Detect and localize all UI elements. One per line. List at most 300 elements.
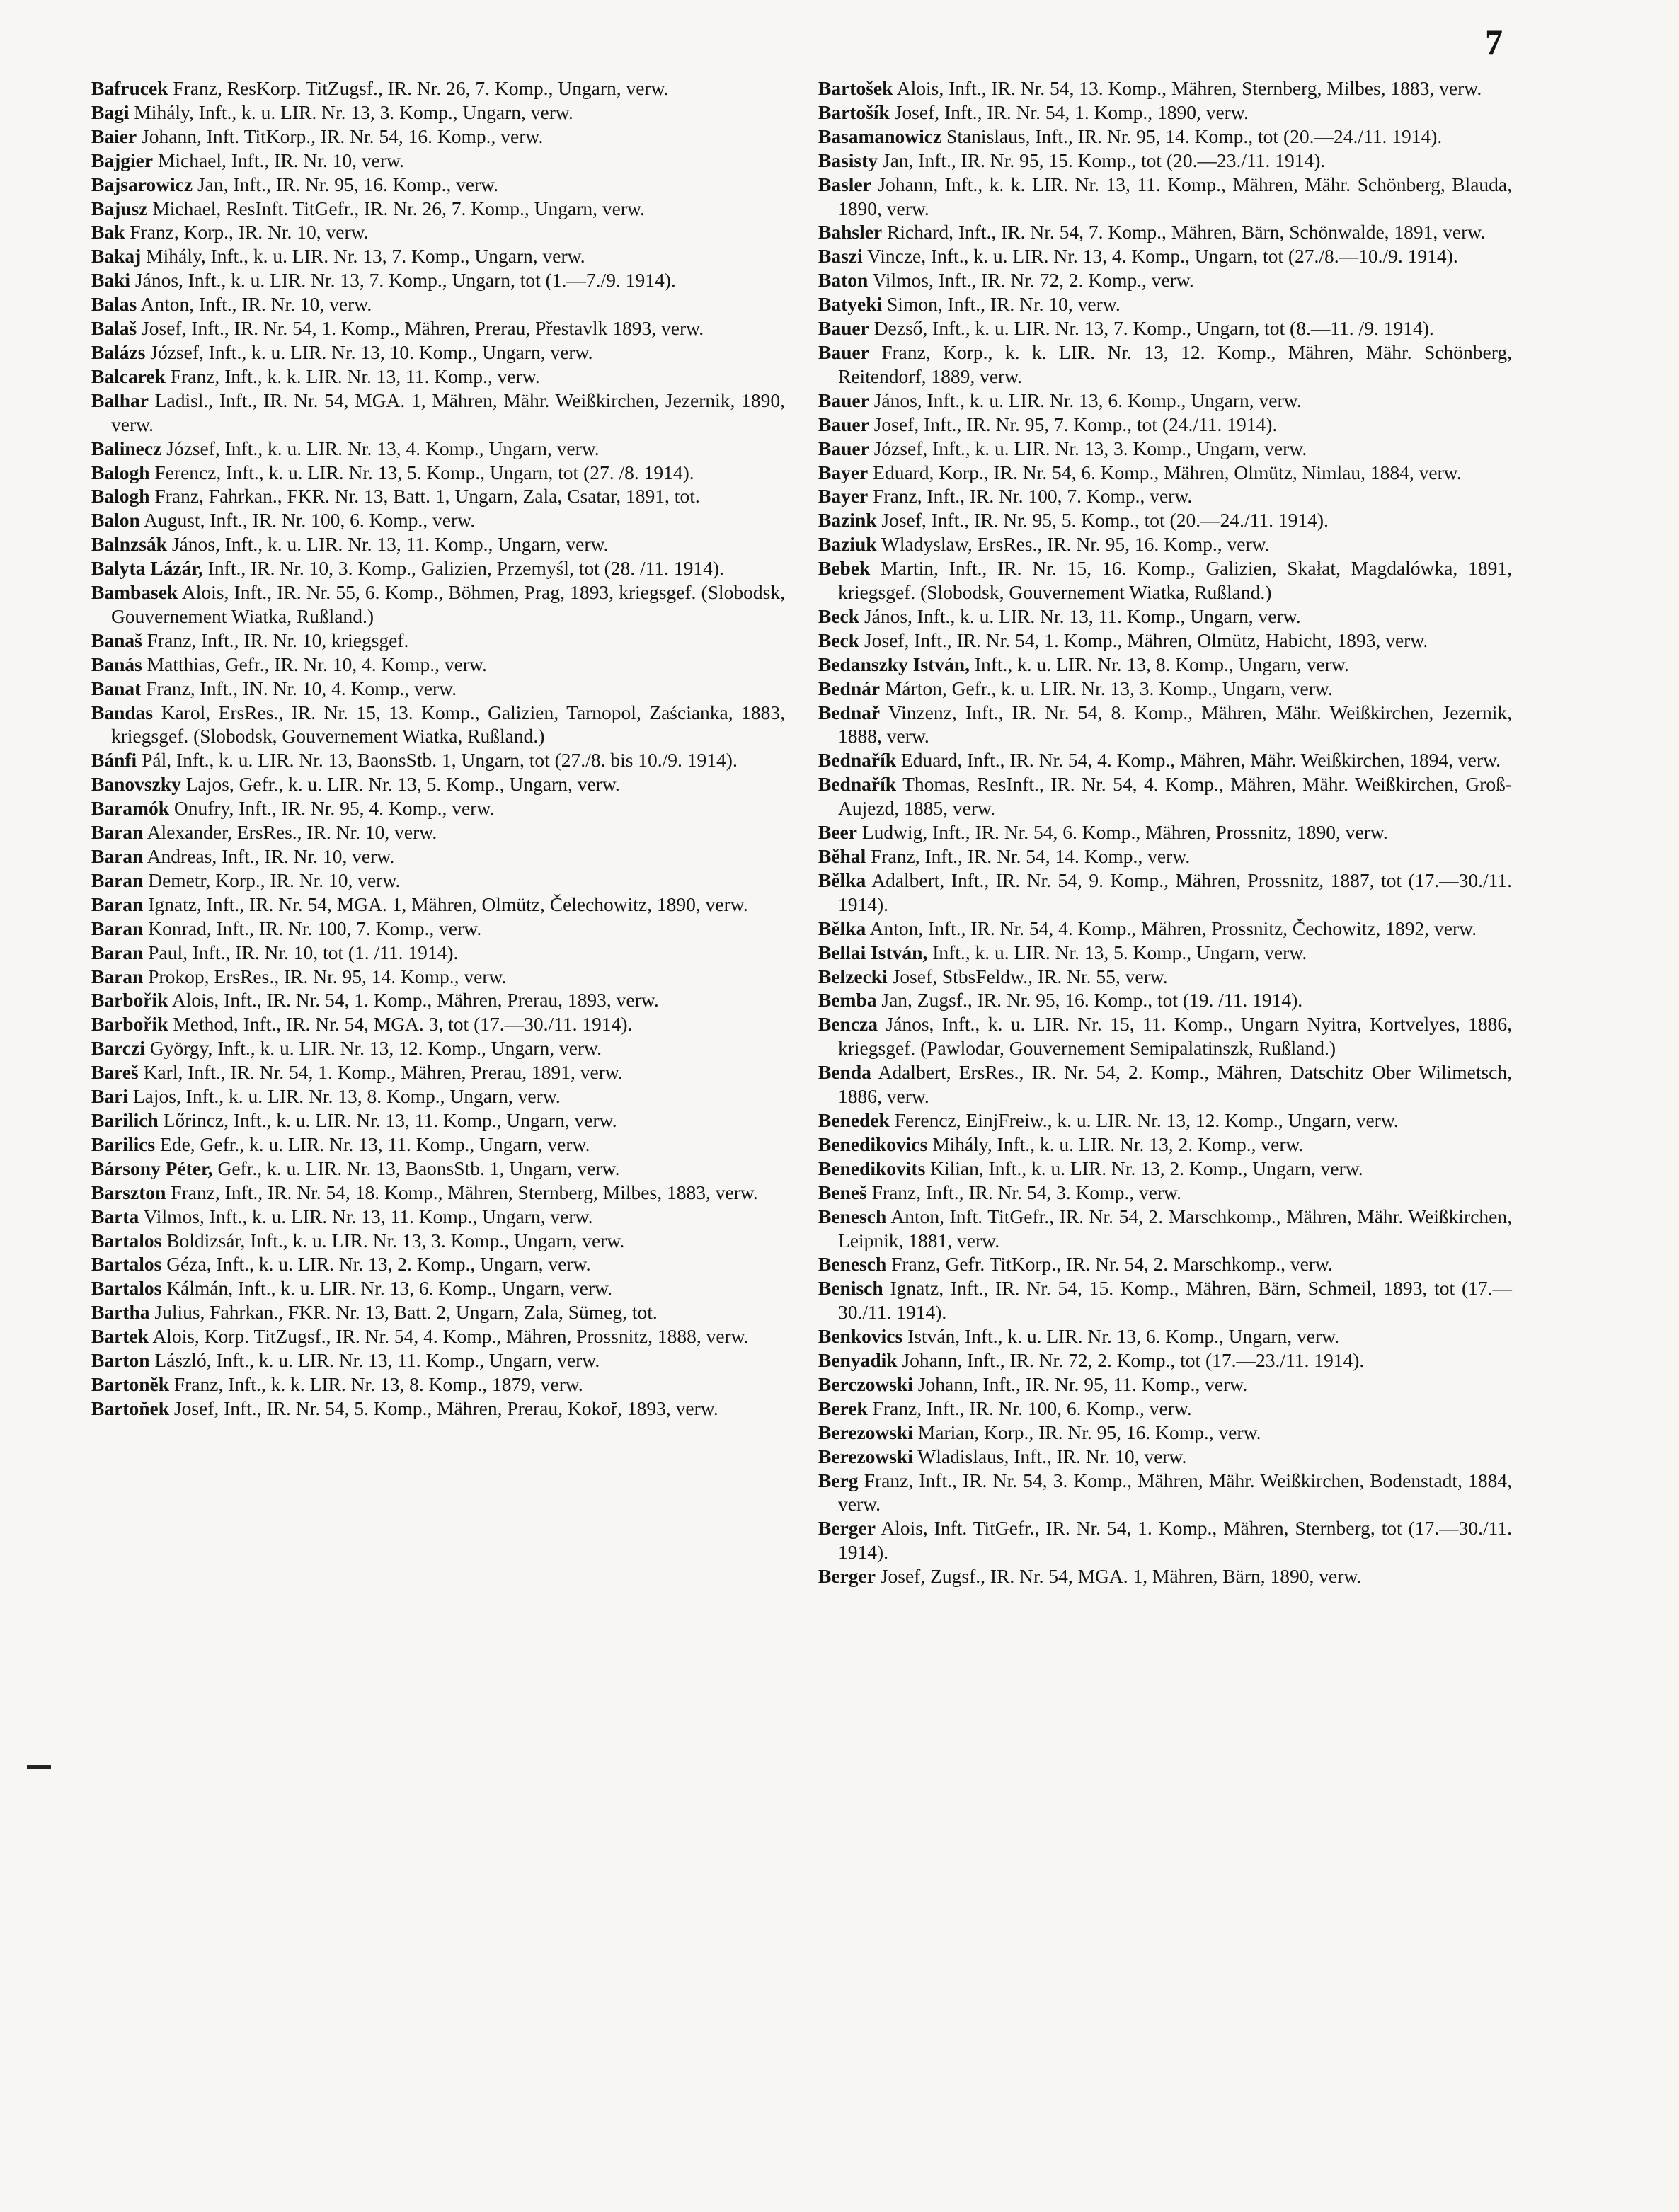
entry-surname: Bauer — [818, 437, 869, 459]
list-entry — [91, 1276, 785, 1300]
list-entry — [91, 1157, 785, 1181]
entry-details: János, Inft., k. u. LIR. Nr. 13, 7. Komp., Ungarn, tot (1.—7./9. 1914). — [130, 269, 676, 292]
entry-surname: Balogh — [91, 485, 150, 508]
list-entry — [818, 532, 1512, 556]
list-entry — [91, 893, 785, 917]
entry-details: Franz, Inft., IR. Nr. 54, 18. Komp., Mähren, Sternberg, Milbes, 1883, verw. — [166, 1181, 758, 1203]
entry-surname: Berczowski — [818, 1373, 913, 1395]
entry-details: Josef, Inft., IR. Nr. 95, 7. Komp., tot (24./11. 1914). — [869, 413, 1278, 435]
entry-surname: Balaš — [91, 317, 137, 340]
entry-details: József, Inft., k. u. LIR. Nr. 13, 4. Komp., Ungarn, verw. — [161, 437, 600, 459]
entry-surname: Basamanowicz — [818, 125, 942, 147]
entry-details: Michael, ResInft. TitGefr., IR. Nr. 26, 7. Komp., Ungarn, verw. — [147, 197, 645, 219]
list-entry — [91, 701, 785, 749]
list-entry — [91, 869, 785, 893]
entry-details: Franz, Korp., k. k. LIR. Nr. 13, 12. Komp., Mähren, Mähr. Schönberg, Reitendorf, 1889, verw. — [838, 340, 1512, 387]
entry-surname: Baki — [91, 269, 131, 292]
entry-details: Vilmos, Inft., k. u. LIR. Nr. 13, 11. Komp., Ungarn, verw. — [139, 1205, 593, 1227]
entry-surname: Balon — [91, 509, 140, 532]
list-entry — [818, 1373, 1512, 1397]
list-entry — [91, 101, 785, 125]
list-entry — [91, 629, 785, 653]
list-entry — [818, 988, 1512, 1012]
entry-details: Andreas, Inft., IR. Nr. 10, verw. — [143, 845, 395, 867]
list-entry — [91, 820, 785, 844]
list-entry — [818, 965, 1512, 989]
entry-details: Ignatz, Inft., IR. Nr. 54, 15. Komp., Mähren, Bärn, Schmeil, 1893, tot (17.—30./11. 1914). — [838, 1277, 1512, 1324]
entry-details: August, Inft., IR. Nr. 100, 6. Komp., verw. — [139, 509, 476, 532]
entry-details: Ladisl., Inft., IR. Nr. 54, MGA. 1, Mähren, Mähr. Weißkirchen, Jezernik, 1890, verw. — [111, 389, 785, 435]
list-entry — [91, 844, 785, 869]
list-entry — [818, 1564, 1512, 1588]
entry-surname: Bartošek — [818, 77, 893, 99]
entry-surname: Balas — [91, 293, 137, 316]
entry-surname: Berg — [818, 1469, 859, 1491]
left-column — [91, 76, 785, 1421]
entry-details: Josef, Inft., IR. Nr. 54, 1. Komp., Mähren, Olmütz, Habicht, 1893, verw. — [859, 629, 1428, 651]
list-entry — [818, 1445, 1512, 1469]
list-entry — [818, 844, 1512, 869]
entry-surname: Bartalos — [91, 1277, 162, 1300]
entry-surname: Banaš — [91, 629, 142, 651]
list-entry — [818, 604, 1512, 629]
entry-details: Michael, Inft., IR. Nr. 10, verw. — [153, 149, 404, 171]
list-entry — [818, 701, 1512, 749]
entry-details: János, Inft., k. u. LIR. Nr. 13, 11. Komp., Ungarn, verw. — [859, 604, 1301, 627]
list-entry — [818, 1348, 1512, 1373]
entry-surname: Benedikovits — [818, 1157, 926, 1179]
entry-details: Richard, Inft., IR. Nr. 54, 7. Komp., Mähren, Bärn, Schönwalde, 1891, verw. — [882, 221, 1486, 243]
list-entry — [91, 484, 785, 508]
entry-details: Demetr, Korp., IR. Nr. 10, verw. — [143, 869, 401, 891]
entry-surname: Basler — [818, 173, 871, 195]
entry-surname: Beck — [818, 629, 860, 651]
entry-details: László, Inft., k. u. LIR. Nr. 13, 11. Komp., Ungarn, verw. — [149, 1349, 600, 1372]
entry-details: János, Inft., k. u. LIR. Nr. 15, 11. Komp., Ungarn Nyitra, Kortvelyes, 1886, kriegsgef. (Pawlodar, Gouvernement Semipalatinszk, Rußland.) — [838, 1013, 1512, 1060]
entry-surname: Balnzsák — [91, 533, 167, 556]
entry-details: Johann, Inft., k. k. LIR. Nr. 13, 11. Komp., Mähren, Mähr. Schönberg, Blauda, 1890, verw. — [838, 173, 1512, 219]
list-entry — [91, 772, 785, 796]
entry-surname: Berger — [818, 1565, 876, 1588]
entry-surname: Bareš — [91, 1061, 139, 1084]
entry-details: Adalbert, Inft., IR. Nr. 54, 9. Komp., Mähren, Prossnitz, 1887, tot (17.—30./11. 1914). — [838, 869, 1512, 915]
list-entry — [818, 437, 1512, 461]
entry-details: Franz, Korp., IR. Nr. 10, verw. — [125, 221, 369, 243]
entry-details: Franz, Inft., IN. Nr. 10, 4. Komp., verw. — [141, 677, 457, 699]
list-entry — [818, 1133, 1512, 1157]
list-entry — [818, 1012, 1512, 1060]
entry-surname: Banovszky — [91, 773, 181, 796]
list-entry — [818, 629, 1512, 653]
list-entry — [818, 1276, 1512, 1324]
entry-surname: Benesch — [818, 1205, 887, 1227]
entry-details: Boldizsár, Inft., k. u. LIR. Nr. 13, 3. Komp., Ungarn, verw. — [161, 1229, 625, 1251]
entry-details: Mihály, Inft., k. u. LIR. Nr. 13, 3. Komp., Ungarn, verw. — [129, 101, 573, 123]
list-entry — [91, 437, 785, 461]
entry-details: Prokop, ErsRes., IR. Nr. 95, 14. Komp., verw. — [143, 965, 507, 987]
entry-surname: Bayer — [818, 461, 869, 483]
list-entry — [91, 173, 785, 197]
entry-details: Alois, Inft. TitGefr., IR. Nr. 54, 1. Komp., Mähren, Sternberg, tot (17.—30./11. 1914). — [838, 1517, 1512, 1564]
entry-details: Franz, ResKorp. TitZugsf., IR. Nr. 26, 7. Komp., Ungarn, verw. — [168, 77, 669, 99]
entry-details: Anton, Inft., IR. Nr. 10, verw. — [137, 293, 372, 316]
entry-details: Pál, Inft., k. u. LIR. Nr. 13, BaonsStb. 1, Ungarn, tot (27./8. bis 10./9. 1914). — [137, 749, 738, 772]
entry-surname: Berezowski — [818, 1421, 913, 1443]
entry-details: Konrad, Inft., IR. Nr. 100, 7. Komp., verw. — [143, 917, 482, 939]
entry-surname: Baran — [91, 917, 144, 939]
entry-details: Franz, Inft., IR. Nr. 54, 3. Komp., verw. — [866, 1181, 1182, 1203]
entry-surname: Běhal — [818, 845, 866, 867]
list-entry — [818, 869, 1512, 917]
list-entry — [91, 677, 785, 701]
entry-details: Lőrincz, Inft., k. u. LIR. Nr. 13, 11. Komp., Ungarn, verw. — [158, 1108, 617, 1131]
entry-details: Franz, Inft., k. k. LIR. Nr. 13, 11. Komp., verw. — [165, 365, 540, 387]
list-entry — [818, 1252, 1512, 1276]
entry-details: Lajos, Inft., k. u. LIR. Nr. 13, 8. Komp., Ungarn, verw. — [127, 1085, 561, 1108]
entry-details: György, Inft., k. u. LIR. Nr. 13, 12. Komp., Ungarn, verw. — [144, 1037, 602, 1060]
entry-surname: Bajsarowicz — [91, 173, 193, 195]
entry-surname: Bauer — [818, 317, 869, 340]
entry-details: Alexander, ErsRes., IR. Nr. 10, verw. — [143, 821, 437, 844]
list-entry — [818, 748, 1512, 772]
entry-details: Josef, Inft., IR. Nr. 95, 5. Komp., tot (20.—24./11. 1914). — [876, 509, 1329, 532]
list-entry — [818, 389, 1512, 413]
entry-surname: Baramók — [91, 797, 169, 820]
entry-details: Gefr., k. u. LIR. Nr. 13, BaonsStb. 1, Ungarn, verw. — [212, 1157, 620, 1179]
list-entry — [91, 508, 785, 532]
entry-details: Márton, Gefr., k. u. LIR. Nr. 13, 3. Komp., Ungarn, verw. — [880, 677, 1333, 699]
list-entry — [91, 1324, 785, 1348]
entry-surname: Bělka — [818, 917, 866, 939]
entry-surname: Benedek — [818, 1108, 890, 1131]
entry-surname: Barbořik — [91, 989, 168, 1012]
entry-details: Martin, Inft., IR. Nr. 15, 16. Komp., Galizien, Skałat, Magdalówka, 1891, kriegsgef. (Slobodsk, Gouvernement Wiatka, Rußland.) — [838, 557, 1512, 604]
entry-surname: Bartalos — [91, 1229, 162, 1251]
entry-surname: Bauer — [818, 389, 869, 411]
list-entry — [91, 1084, 785, 1108]
list-entry — [818, 941, 1512, 965]
list-entry — [818, 508, 1512, 532]
entry-surname: Bednár — [818, 677, 881, 699]
list-entry — [91, 149, 785, 173]
list-entry — [91, 556, 785, 580]
list-entry — [91, 1181, 785, 1205]
list-entry — [91, 796, 785, 820]
list-entry — [818, 1324, 1512, 1348]
list-entry — [91, 268, 785, 292]
entry-surname: Bartoněk — [91, 1373, 169, 1395]
margin-mark — [27, 1765, 51, 1769]
entry-surname: Bednařík — [818, 773, 897, 796]
list-entry — [91, 1373, 785, 1397]
entry-surname: Bebek — [818, 557, 871, 580]
entry-surname: Benda — [818, 1061, 871, 1084]
entry-surname: Belzecki — [818, 965, 888, 987]
entry-surname: Baran — [91, 845, 144, 867]
list-entry — [91, 244, 785, 268]
list-entry — [91, 1036, 785, 1060]
entry-details: Franz, Inft., IR. Nr. 54, 3. Komp., Mähren, Mähr. Weißkirchen, Bodenstadt, 1884, verw. — [838, 1469, 1512, 1515]
entry-details: János, Inft., k. u. LIR. Nr. 13, 11. Komp., Ungarn, verw. — [166, 533, 609, 556]
list-entry — [91, 1397, 785, 1421]
entry-surname: Bafrucek — [91, 77, 168, 99]
entry-surname: Beneš — [818, 1181, 867, 1203]
entry-surname: Balcarek — [91, 365, 166, 387]
list-entry — [818, 101, 1512, 125]
entry-details: Mihály, Inft., k. u. LIR. Nr. 13, 2. Komp., verw. — [927, 1133, 1304, 1155]
entry-surname: Baran — [91, 965, 144, 987]
list-entry — [91, 1252, 785, 1276]
list-entry — [818, 268, 1512, 292]
entry-details: Eduard, Korp., IR. Nr. 54, 6. Komp., Mähren, Olmütz, Nimlau, 1884, verw. — [868, 461, 1462, 483]
entry-details: Ede, Gefr., k. u. LIR. Nr. 13, 11. Komp., Ungarn, verw. — [155, 1133, 590, 1155]
entry-details: Jan, Inft., IR. Nr. 95, 15. Komp., tot (20.—23./11. 1914). — [878, 149, 1326, 171]
entry-details: János, Inft., k. u. LIR. Nr. 13, 6. Komp., Ungarn, verw. — [869, 389, 1302, 411]
entry-details: Anton, Inft., IR. Nr. 54, 4. Komp., Mähren, Prossnitz, Čechowitz, 1892, verw. — [866, 917, 1477, 939]
entry-details: Lajos, Gefr., k. u. LIR. Nr. 13, 5. Komp., Ungarn, verw. — [180, 773, 620, 796]
entry-details: Kilian, Inft., k. u. LIR. Nr. 13, 2. Komp., Ungarn, verw. — [925, 1157, 1363, 1179]
entry-surname: Barbořik — [91, 1013, 168, 1036]
entry-details: Franz, Inft., IR. Nr. 100, 7. Komp., verw. — [868, 485, 1193, 508]
list-entry — [818, 461, 1512, 485]
entry-surname: Benedikovics — [818, 1133, 928, 1155]
entry-surname: Bársony Péter, — [91, 1157, 213, 1179]
entry-surname: Bajusz — [91, 197, 148, 219]
entry-surname: Bambasek — [91, 581, 178, 604]
entry-details: Ferencz, EinjFreiw., k. u. LIR. Nr. 13, 12. Komp., Ungarn, verw. — [889, 1108, 1399, 1131]
list-entry — [91, 1300, 785, 1324]
entry-details: Vilmos, Inft., IR. Nr. 72, 2. Komp., verw. — [868, 269, 1194, 292]
entry-surname: Balhar — [91, 389, 149, 411]
entry-surname: Balinecz — [91, 437, 162, 459]
list-entry — [91, 748, 785, 772]
list-entry — [91, 580, 785, 629]
entry-surname: Baran — [91, 893, 144, 915]
entry-surname: Beck — [818, 604, 860, 627]
list-entry — [818, 76, 1512, 101]
entry-surname: Banás — [91, 653, 142, 675]
list-entry — [91, 1229, 785, 1253]
list-entry — [818, 556, 1512, 604]
entry-details: Johann, Inft., IR. Nr. 95, 11. Komp., verw. — [912, 1373, 1248, 1395]
list-entry — [818, 653, 1512, 677]
entry-surname: Bahsler — [818, 221, 883, 243]
entry-surname: Barilics — [91, 1133, 156, 1155]
list-entry — [91, 365, 785, 389]
entry-surname: Berezowski — [818, 1445, 913, 1467]
entry-details: Stanislaus, Inft., IR. Nr. 95, 14. Komp., tot (20.—24./11. 1914). — [941, 125, 1443, 147]
entry-surname: Benyadik — [818, 1349, 898, 1372]
entry-details: Inft., IR. Nr. 10, 3. Komp., Galizien, Przemyśl, tot (28. /11. 1914). — [202, 557, 724, 580]
list-entry — [818, 1469, 1512, 1517]
right-column — [818, 76, 1512, 1588]
entry-surname: Berek — [818, 1397, 868, 1419]
entry-surname: Baran — [91, 941, 144, 963]
entry-details: Paul, Inft., IR. Nr. 10, tot (1. /11. 1914). — [143, 941, 459, 963]
entry-details: Eduard, Inft., IR. Nr. 54, 4. Komp., Mähren, Mähr. Weißkirchen, 1894, verw. — [896, 749, 1501, 772]
entry-surname: Barszton — [91, 1181, 166, 1203]
entry-details: Thomas, ResInft., IR. Nr. 54, 4. Komp., Mähren, Mähr. Weißkirchen, Groß-Aujezd, 1885, verw. — [838, 773, 1512, 820]
list-entry — [91, 316, 785, 340]
entry-surname: Bari — [91, 1085, 128, 1108]
entry-details: Vinzenz, Inft., IR. Nr. 54, 8. Komp., Mähren, Mähr. Weißkirchen, Jezernik, 1888, verw. — [838, 701, 1512, 747]
list-entry — [818, 244, 1512, 268]
entry-details: Julius, Fahrkan., FKR. Nr. 13, Batt. 2, Ungarn, Zala, Sümeg, tot. — [149, 1301, 658, 1324]
entry-surname: Basisty — [818, 149, 878, 171]
list-entry — [91, 1205, 785, 1229]
list-entry — [818, 125, 1512, 149]
entry-details: Alois, Inft., IR. Nr. 54, 1. Komp., Mähren, Prerau, 1893, verw. — [168, 989, 659, 1012]
entry-surname: Baran — [91, 869, 144, 891]
entry-details: Vincze, Inft., k. u. LIR. Nr. 13, 4. Komp., Ungarn, tot (27./8.—10./9. 1914). — [862, 245, 1458, 268]
entry-details: Dezső, Inft., k. u. LIR. Nr. 13, 7. Komp., Ungarn, tot (8.—11. /9. 1914). — [869, 317, 1434, 340]
entry-surname: Barta — [91, 1205, 139, 1227]
entry-surname: Bakaj — [91, 245, 142, 268]
entry-details: Josef, Zugsf., IR. Nr. 54, MGA. 1, Mähren, Bärn, 1890, verw. — [875, 1565, 1362, 1588]
entry-surname: Bellai István, — [818, 941, 928, 963]
entry-details: Franz, Inft., IR. Nr. 10, kriegsgef. — [142, 629, 409, 651]
entry-surname: Bedanszky István, — [818, 653, 970, 675]
entry-surname: Bak — [91, 221, 125, 243]
list-entry — [818, 772, 1512, 820]
entry-surname: Bauer — [818, 340, 869, 363]
entry-surname: Benesch — [818, 1253, 887, 1276]
list-entry — [91, 653, 785, 677]
list-entry — [818, 1205, 1512, 1253]
list-entry — [91, 1108, 785, 1133]
list-entry — [818, 1181, 1512, 1205]
entry-details: Alois, Inft., IR. Nr. 54, 13. Komp., Mähren, Sternberg, Milbes, 1883, verw. — [893, 77, 1482, 99]
entry-surname: Bednařík — [818, 749, 897, 772]
entry-details: Simon, Inft., IR. Nr. 10, verw. — [882, 293, 1121, 316]
list-entry — [91, 1012, 785, 1036]
entry-details: Josef, Inft., IR. Nr. 54, 1. Komp., 1890, verw. — [889, 101, 1249, 123]
entry-details: Jan, Inft., IR. Nr. 95, 16. Komp., verw. — [193, 173, 499, 195]
entry-surname: Banat — [91, 677, 142, 699]
list-entry — [818, 917, 1512, 941]
entry-surname: Bánfi — [91, 749, 137, 772]
entry-surname: Bandas — [91, 701, 154, 723]
list-entry — [91, 1133, 785, 1157]
list-entry — [91, 220, 785, 244]
entry-details: József, Inft., k. u. LIR. Nr. 13, 3. Komp., Ungarn, verw. — [869, 437, 1307, 459]
list-entry — [818, 1397, 1512, 1421]
entry-surname: Bartoňek — [91, 1397, 169, 1419]
list-entry — [91, 917, 785, 941]
list-entry — [91, 125, 785, 149]
entry-surname: Benkovics — [818, 1325, 903, 1348]
entry-details: Josef, Inft., IR. Nr. 54, 1. Komp., Mähren, Prerau, Přestavlk 1893, verw. — [137, 317, 704, 340]
entry-surname: Bělka — [818, 869, 866, 891]
list-entry — [818, 173, 1512, 221]
entry-surname: Bajgier — [91, 149, 154, 171]
entry-details: Ferencz, Inft., k. u. LIR. Nr. 13, 5. Komp., Ungarn, tot (27. /8. 1914). — [149, 461, 694, 483]
entry-details: Alois, Korp. TitZugsf., IR. Nr. 54, 4. Komp., Mähren, Prossnitz, 1888, verw. — [148, 1325, 749, 1348]
entry-details: Franz, Fahrkan., FKR. Nr. 13, Batt. 1, Ungarn, Zala, Csatar, 1891, tot. — [149, 485, 700, 508]
entry-surname: Bencza — [818, 1013, 878, 1036]
list-entry — [818, 340, 1512, 389]
entry-surname: Balogh — [91, 461, 150, 483]
entry-surname: Balázs — [91, 340, 146, 363]
list-entry — [91, 340, 785, 365]
entry-details: István, Inft., k. u. LIR. Nr. 13, 6. Komp., Ungarn, verw. — [902, 1325, 1340, 1348]
entry-details: Ignatz, Inft., IR. Nr. 54, MGA. 1, Mähren, Olmütz, Čelechowitz, 1890, verw. — [143, 893, 748, 915]
entry-surname: Batyeki — [818, 293, 883, 316]
list-entry — [818, 484, 1512, 508]
list-entry — [91, 532, 785, 556]
list-entry — [91, 1060, 785, 1084]
entry-details: Franz, Inft., IR. Nr. 100, 6. Komp., verw. — [867, 1397, 1192, 1419]
list-entry — [91, 941, 785, 965]
entry-details: Alois, Inft., IR. Nr. 55, 6. Komp., Böhmen, Prag, 1893, kriegsgef. (Slobodsk, Gouvernement Wiatka, Rußland.) — [111, 581, 785, 627]
entry-details: Wladyslaw, ErsRes., IR. Nr. 95, 16. Komp., verw. — [876, 533, 1270, 556]
entry-surname: Bazink — [818, 509, 877, 532]
entry-details: Inft., k. u. LIR. Nr. 13, 8. Komp., Ungarn, verw. — [969, 653, 1349, 675]
entry-details: Ludwig, Inft., IR. Nr. 54, 6. Komp., Mähren, Prossnitz, 1890, verw. — [856, 821, 1388, 844]
list-entry — [818, 149, 1512, 173]
entry-surname: Bauer — [818, 413, 869, 435]
entry-details: Johann, Inft., IR. Nr. 72, 2. Komp., tot (17.—23./11. 1914). — [897, 1349, 1365, 1372]
entry-surname: Baziuk — [818, 533, 877, 556]
list-entry — [91, 292, 785, 316]
list-entry — [818, 220, 1512, 244]
entry-surname: Barton — [91, 1349, 150, 1372]
entry-surname: Benisch — [818, 1277, 883, 1300]
list-entry — [91, 76, 785, 101]
entry-details: Johann, Inft. TitKorp., IR. Nr. 54, 16. Komp., verw. — [137, 125, 544, 147]
list-entry — [818, 1157, 1512, 1181]
entry-surname: Beer — [818, 821, 857, 844]
entry-details: Josef, StbsFeldw., IR. Nr. 55, verw. — [887, 965, 1168, 987]
entry-details: Mihály, Inft., k. u. LIR. Nr. 13, 7. Komp., Ungarn, verw. — [141, 245, 585, 268]
entry-details: Franz, Inft., IR. Nr. 54, 14. Komp., verw. — [866, 845, 1191, 867]
list-entry — [818, 1108, 1512, 1133]
entry-surname: Barilich — [91, 1108, 159, 1131]
page-number: 7 — [1485, 22, 1503, 62]
list-entry — [91, 461, 785, 485]
entry-details: Josef, Inft., IR. Nr. 54, 5. Komp., Mähren, Prerau, Kokoř, 1893, verw. — [169, 1397, 718, 1419]
entry-surname: Baran — [91, 821, 144, 844]
entry-surname: Balyta Lázár, — [91, 557, 203, 580]
entry-surname: Bemba — [818, 989, 877, 1012]
entry-details: Karol, ErsRes., IR. Nr. 15, 13. Komp., Galizien, Tarnopol, Zaścianka, 1883, kriegsgef. (Slobodsk, Gouvernement Wiatka, Rußland.) — [111, 701, 785, 747]
list-entry — [818, 820, 1512, 844]
entry-details: Anton, Inft. TitGefr., IR. Nr. 54, 2. Marschkomp., Mähren, Mähr. Weißkirchen, Leipnik, 1881, verw. — [838, 1205, 1512, 1251]
entry-surname: Bartošík — [818, 101, 890, 123]
entry-surname: Bednař — [818, 701, 881, 723]
entry-details: Kálmán, Inft., k. u. LIR. Nr. 13, 6. Komp., Ungarn, verw. — [161, 1277, 613, 1300]
entry-details: Matthias, Gefr., IR. Nr. 10, 4. Komp., verw. — [142, 653, 487, 675]
entry-details: József, Inft., k. u. LIR. Nr. 13, 10. Komp., Ungarn, verw. — [145, 340, 593, 363]
list-entry — [91, 1348, 785, 1373]
list-entry — [818, 677, 1512, 701]
entry-details: Wladislaus, Inft., IR. Nr. 10, verw. — [912, 1445, 1187, 1467]
entry-details: Inft., k. u. LIR. Nr. 13, 5. Komp., Ungarn, verw. — [927, 941, 1307, 963]
entry-details: Franz, Inft., k. k. LIR. Nr. 13, 8. Komp., 1879, verw. — [169, 1373, 583, 1395]
entry-surname: Baier — [91, 125, 137, 147]
list-entry — [91, 197, 785, 221]
entry-details: Marian, Korp., IR. Nr. 95, 16. Komp., verw. — [912, 1421, 1261, 1443]
list-entry — [818, 292, 1512, 316]
entry-surname: Baton — [818, 269, 869, 292]
list-entry — [91, 389, 785, 437]
entry-surname: Berger — [818, 1517, 876, 1540]
list-entry — [818, 1060, 1512, 1108]
list-entry — [91, 965, 785, 989]
entry-surname: Bartha — [91, 1301, 150, 1324]
entry-details: Karl, Inft., IR. Nr. 54, 1. Komp., Mähren, Prerau, 1891, verw. — [138, 1061, 623, 1084]
list-entry — [818, 1421, 1512, 1445]
